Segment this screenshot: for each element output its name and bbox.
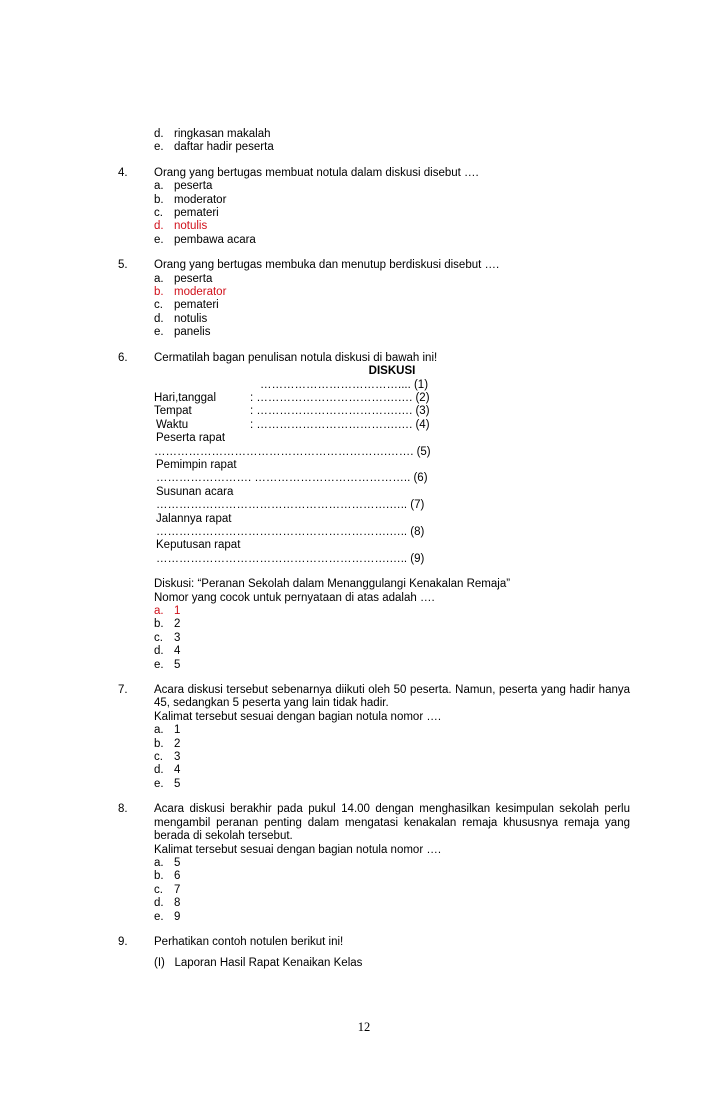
option: b. 6	[154, 870, 181, 883]
option: a. 1	[154, 724, 181, 737]
option: e. pembawa acara	[154, 233, 256, 246]
notula-field: Waktu : ……………………………….…. (4)	[156, 418, 430, 431]
notula-section-dots: ……………………. ………………………………….. (6)	[156, 472, 428, 485]
notula-field: Hari,tanggal : ……………………………….…. (2)	[154, 391, 430, 404]
question-number: 8.	[118, 803, 128, 816]
option: b. 2	[154, 737, 181, 750]
question-9	[118, 936, 630, 971]
option: c. pemateri	[154, 207, 219, 220]
option: e. daftar hadir peserta	[154, 141, 274, 154]
option-answer: d. notulis	[154, 220, 208, 233]
question-text: Orang yang bertugas membuat notula dalam diskusi disebut ….	[154, 166, 479, 179]
notula-section-label: Keputusan rapat	[156, 539, 241, 552]
option-answer: a. 1	[154, 605, 181, 617]
option: a. 5	[154, 856, 181, 869]
option: e. 5	[154, 658, 181, 671]
notula-field: Tempat : ……………………………….…. (3)	[154, 405, 430, 418]
notula-line-1: ……………………………….... (1)	[260, 378, 429, 391]
page-number: 12	[357, 1020, 371, 1034]
option: a. peserta	[154, 180, 213, 193]
sub-item: (I) Laporan Hasil Rapat Kenaikan Kelas	[154, 957, 363, 970]
option: b. 2	[154, 618, 181, 631]
notula-section-label: Pemimpin rapat	[156, 458, 237, 471]
option: d. 8	[154, 897, 181, 910]
question-number: 9.	[118, 935, 128, 948]
option: d. notulis	[154, 312, 208, 325]
notula-section-dots: …………………………………………………….….. (9)	[156, 552, 425, 565]
question-number: 6.	[118, 351, 128, 364]
question-prompt: Kalimat tersebut sesuai dengan bagian notula nomor ….	[154, 843, 442, 856]
discussion-topic: Diskusi: “Peranan Sekolah dalam Menanggulangi Kenakalan Remaja”	[154, 578, 511, 591]
notula-section-dots: …………………………………………………….……. (5)	[154, 445, 431, 458]
option: e. panelis	[154, 326, 211, 339]
option: c. pemateri	[154, 299, 219, 312]
notula-section-label: Susunan acara	[156, 485, 234, 498]
page-content	[118, 128, 630, 983]
notula-section-dots: …………………………………………………….….. (8)	[156, 525, 425, 538]
option: d. ringkasan makalah	[154, 128, 271, 140]
option: e. 9	[154, 910, 181, 923]
option: c. 7	[154, 883, 181, 896]
option: d. 4	[154, 764, 181, 777]
option: c. 3	[154, 631, 181, 644]
option: e. 5	[154, 777, 181, 790]
question-8	[118, 803, 630, 924]
question-text: Cermatilah bagan penulisan notula diskusi di bawah ini!	[154, 351, 438, 364]
question-text: Perhatikan contoh notulen berikut ini!	[154, 935, 344, 948]
option: d. 4	[154, 645, 181, 658]
question-number: 7.	[118, 684, 128, 697]
question-prompt: Kalimat tersebut sesuai dengan bagian notula nomor ….	[154, 710, 442, 723]
notula-section-label: Peserta rapat	[156, 432, 226, 445]
notula-section-label: Jalannya rapat	[156, 512, 232, 525]
option: c. 3	[154, 751, 181, 764]
question-text: Acara diskusi berakhir pada pukul 14.00 dengan menghasilkan kesimpulan sekolah perlu mengambil peranan penting dalam mengatasi kenakalan remaja khususnya remaja yang berada di sekolah tersebut.	[154, 803, 630, 843]
question-3-tail	[118, 128, 630, 155]
notula-title: DISKUSI	[368, 365, 416, 378]
notula-section-dots: …………………………………………………….….. (7)	[156, 499, 425, 512]
question-4	[118, 167, 630, 247]
option-answer: b. moderator	[154, 286, 227, 299]
question-5	[118, 259, 630, 339]
question-6	[118, 352, 630, 672]
option: b. moderator	[154, 193, 227, 206]
question-text: Orang yang bertugas membuka dan menutup berdiskusi disebut ….	[154, 259, 500, 272]
question-prompt: Nomor yang cocok untuk pernyataan di atas adalah ….	[154, 591, 435, 604]
question-7	[118, 684, 630, 791]
question-number: 5.	[118, 259, 128, 272]
question-text: Acara diskusi tersebut sebenarnya diikuti oleh 50 peserta. Namun, peserta yang hadir hanya 45, sedangkan 5 peserta yang lain tidak hadir.	[154, 684, 630, 710]
option: a. peserta	[154, 272, 213, 285]
question-number: 4.	[118, 166, 128, 179]
